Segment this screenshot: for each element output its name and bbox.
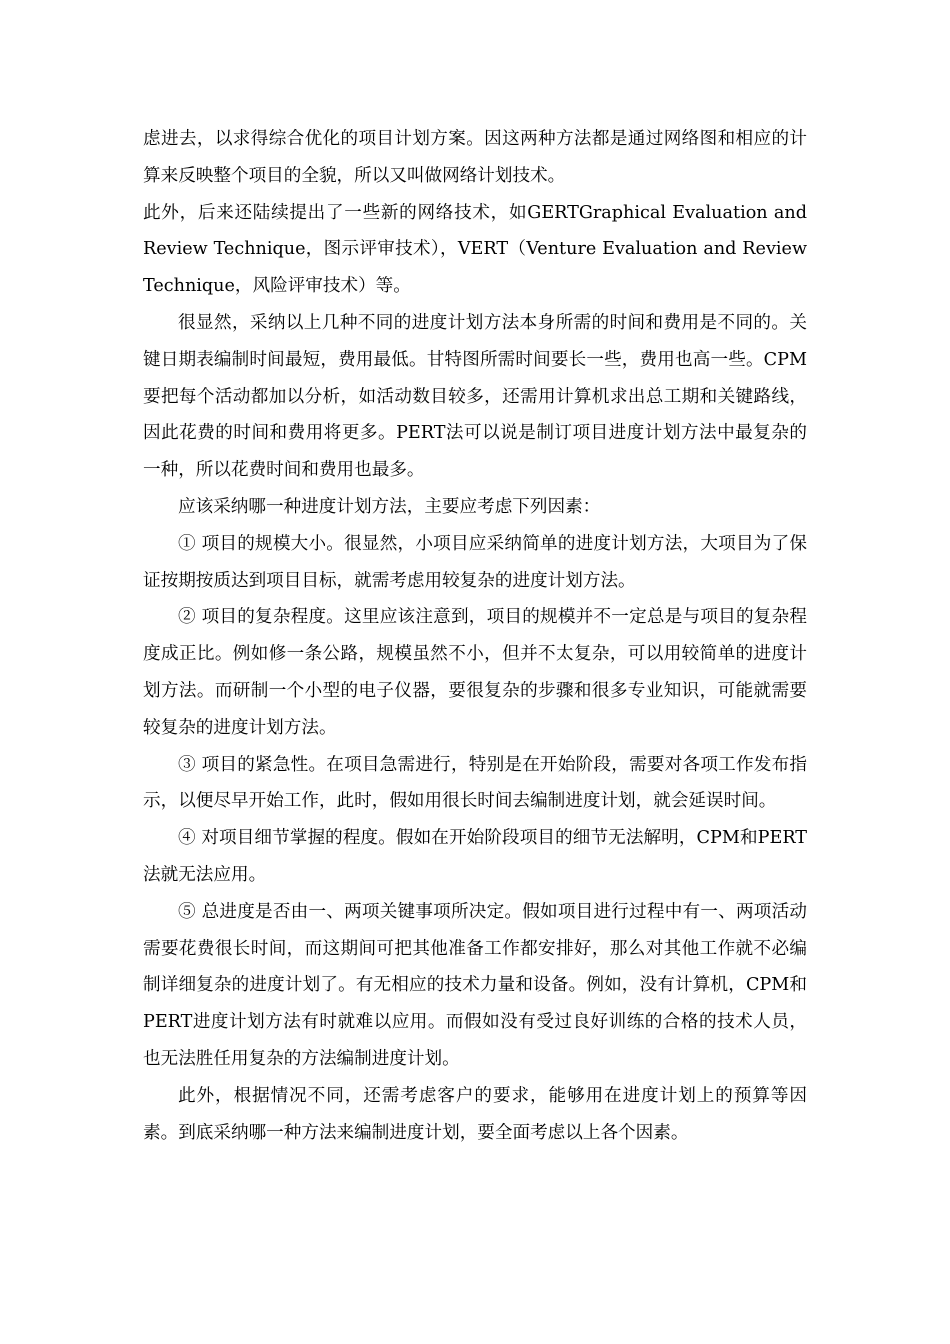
paragraph-4: 应该采纳哪一种进度计划方法，主要应考虑下列因素： bbox=[178, 496, 601, 517]
document-page bbox=[143, 121, 807, 1151]
list-item-5: ⑤ 总进度是否由一、两项关键事项所决定。假如项目进行过程中有一、两项活动需要花费很长时间，而这期间可把其他准备工作都安排好，那么对其他工作就不必编制详细复杂的进度计划了。有无相应的技术力量和设备。例如，没有计算机，CPM和PERT进度计划方法有时就难以应用。而假如没有受过良好训练的合格的技术人员，也无法胜任用复杂的方法编制进度计划。 bbox=[143, 901, 807, 1069]
list-item-2: ② 项目的复杂程度。这里应该注意到，项目的规模并不一定总是与项目的复杂程度成正比。例如修一条公路，规模虽然不小，但并不太复杂，可以用较简单的进度计划方法。而研制一个小型的电子仪器，要很复杂的步骤和很多专业知识，可能就需要较复杂的进度计划方法。 bbox=[143, 607, 807, 738]
paragraph-closing: 此外，根据情况不同，还需考虑客户的要求，能够用在进度计划上的预算等因素。到底采纳哪一种方法来编制进度计划，要全面考虑以上各个因素。 bbox=[143, 1085, 807, 1143]
paragraph-2: 此外，后来还陆续提出了一些新的网络技术，如GERTGraphical Evaluation and Review Technique，图示评审技术），VERT（Venture Evaluation and Review Technique，风险评审技术）等。 bbox=[143, 202, 807, 297]
paragraph-1: 虑进去，以求得综合优化的项目计划方案。因这两种方法都是通过网络图和相应的计算来反映整个项目的全貌，所以又叫做网络计划技术。 bbox=[143, 129, 807, 186]
paragraph-3: 很显然，采纳以上几种不同的进度计划方法本身所需的时间和费用是不同的。关键日期表编制时间最短，费用最低。甘特图所需时间要长一些，费用也高一些。CPM要把每个活动都加以分析，如活动数目较多，还需用计算机求出总工期和关键路线，因此花费的时间和费用将更多。PERT法可以说是制订项目进度计划方法中最复杂的一种，所以花费时间和费用也最多。 bbox=[143, 312, 807, 481]
list-item-4: ④ 对项目细节掌握的程度。假如在开始阶段项目的细节无法解明，CPM和PERT法就无法应用。 bbox=[143, 828, 807, 885]
list-item-1: ① 项目的规模大小。很显然，小项目应采纳简单的进度计划方法，大项目为了保证按期按质达到项目目标，就需考虑用较复杂的进度计划方法。 bbox=[143, 533, 807, 591]
list-item-3: ③ 项目的紧急性。在项目急需进行，特别是在开始阶段，需要对各项工作发布指示，以便尽早开始工作，此时，假如用很长时间去编制进度计划，就会延误时间。 bbox=[143, 754, 807, 812]
